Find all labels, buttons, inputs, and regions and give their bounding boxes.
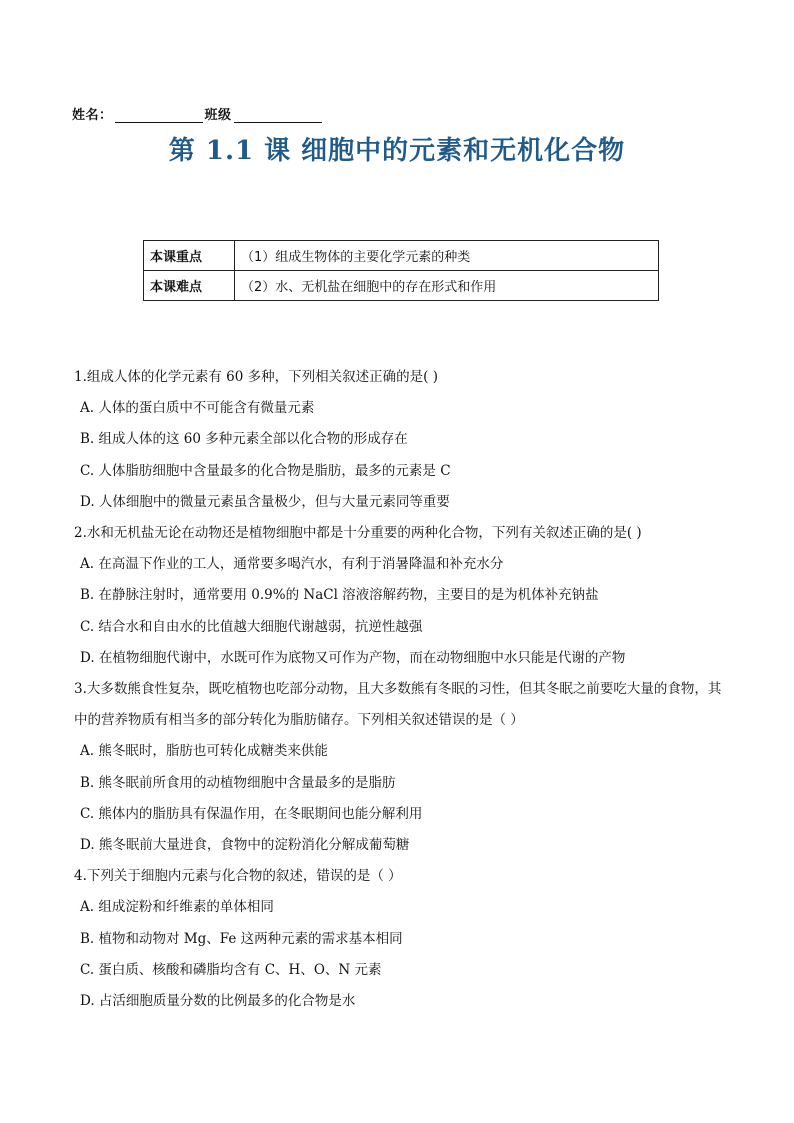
question-stem: 3.大多数熊食性复杂，既吃植物也吃部分动物，且大多数熊有冬眠的习性，但其冬眠之前要吃大量的食物，其中的营养物质有相当多的部分转化为脂肪储存。下列相关叙述错误的是（ ） [74,681,722,729]
question-4 [74,861,734,1017]
option-b: B. 在静脉注射时，通常要用 0.9%的 NaCl 溶液溶解药物，主要目的是为机体补充钠盐 [80,587,599,604]
table-row [144,241,659,271]
option-b: B. 熊冬眠前所食用的动植物细胞中含量最多的是脂肪 [80,774,396,791]
difficult-point-label: 本课难点 [144,271,235,301]
option-a: A. 在高温下作业的工人，通常要多喝汽水，有利于消暑降温和补充水分 [80,556,504,573]
difficult-point-text: （2）水、无机盐在细胞中的存在形式和作用 [235,271,659,301]
question-stem: 2.水和无机盐无论在动物还是植物细胞中都是十分重要的两种化合物，下列有关叙述正确的是( ) [74,525,642,542]
table-row [144,271,659,301]
question-3 [74,674,734,861]
question-2 [74,518,734,674]
option-b: B. 植物和动物对 Mg、Fe 这两种元素的需求基本相同 [80,930,403,947]
key-point-label: 本课重点 [144,241,235,271]
option-c: C. 蛋白质、核酸和磷脂均含有 C、H、O、N 元素 [80,961,382,978]
option-b: B. 组成人体的这 60 多种元素全部以化合物的形成存在 [80,431,408,448]
option-d: D. 人体细胞中的微量元素虽含量极少，但与大量元素同等重要 [80,493,450,510]
option-a: A. 熊冬眠时，脂肪也可转化成糖类来供能 [80,743,328,760]
option-a: A. 组成淀粉和纤维素的单体相同 [80,899,274,916]
key-point-text: （1）组成生物体的主要化学元素的种类 [235,241,659,271]
class-blank[interactable] [234,110,322,123]
option-d: D. 在植物细胞代谢中，水既可作为底物又可作为产物，而在动物细胞中水只能是代谢的产物 [80,649,626,666]
option-c: C. 人体脂肪细胞中含量最多的化合物是脂肪，最多的元素是 C [80,462,451,479]
question-list [74,362,734,1017]
page-title: 第 1.1 课 细胞中的元素和无机化合物 [168,136,626,166]
option-d: D. 熊冬眠前大量进食，食物中的淀粉消化分解成葡萄糖 [80,837,410,854]
name-class-line [72,104,324,123]
name-blank[interactable] [115,110,203,123]
option-d: D. 占活细胞质量分数的比例最多的化合物是水 [80,993,356,1010]
question-stem: 4.下列关于细胞内元素与化合物的叙述，错误的是（ ） [74,868,402,885]
option-a: A. 人体的蛋白质中不可能含有微量元素 [80,400,315,417]
class-label: 班级 [204,108,232,123]
name-label: 姓名： [72,108,113,123]
lesson-focus-table [143,240,659,301]
question-1 [74,362,734,518]
option-c: C. 熊体内的脂肪具有保温作用，在冬眠期间也能分解利用 [80,805,423,822]
question-stem: 1.组成人体的化学元素有 60 多种，下列相关叙述正确的是( ) [74,369,438,385]
option-c: C. 结合水和自由水的比值越大细胞代谢越弱，抗逆性越强 [80,618,423,635]
